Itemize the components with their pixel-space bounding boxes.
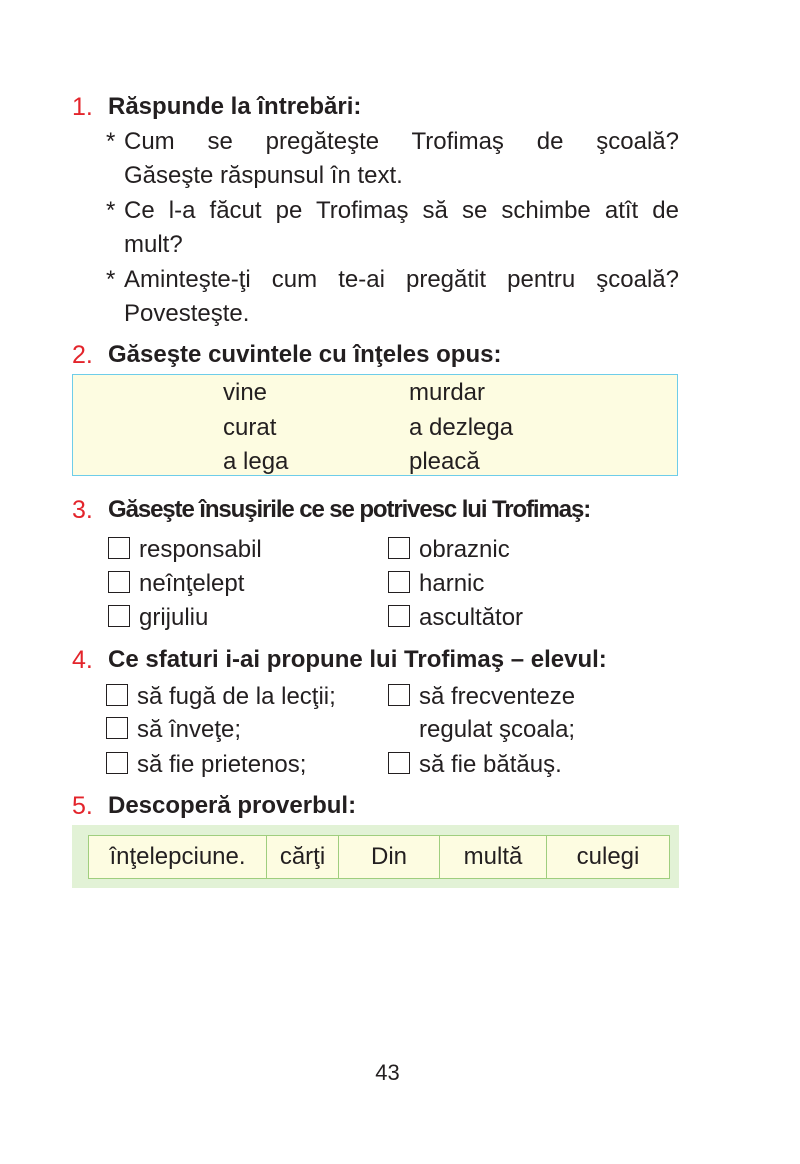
advice-option: să fie bătăuş. xyxy=(419,751,562,778)
bullet-star: * xyxy=(106,197,116,224)
proverb-word[interactable]: multă xyxy=(440,836,547,878)
exercise-1-title: Răspunde la întrebări: xyxy=(108,93,362,120)
option-label: grijuliu xyxy=(139,604,209,631)
question-3-line-2: Povesteşte. xyxy=(124,300,250,327)
exercise-4-title: Ce sfaturi i-ai propune lui Trofimaş – elevul: xyxy=(108,646,607,673)
page-number: 43 xyxy=(375,1060,400,1085)
advice-option: să înveţe; xyxy=(137,716,242,743)
word-right: a dezlega xyxy=(409,414,514,441)
checkbox[interactable] xyxy=(388,537,410,559)
checkbox[interactable] xyxy=(108,605,130,627)
checkbox[interactable] xyxy=(388,684,410,706)
option-label: responsabil xyxy=(139,536,262,563)
bullet-star: * xyxy=(106,266,116,293)
word-left: curat xyxy=(223,414,277,441)
exercise-3-title: Găseşte însuşirile ce se potrivesc lui Trofimaş: xyxy=(108,496,591,523)
checkbox[interactable] xyxy=(388,752,410,774)
question-1-line-2: Găseşte răspunsul în text. xyxy=(124,162,403,189)
exercise-5-title: Descoperă proverbul: xyxy=(108,792,357,819)
question-2-line-2: mult? xyxy=(124,231,183,258)
exercise-3-number: 3. xyxy=(72,496,93,524)
checkbox[interactable] xyxy=(106,684,128,706)
exercise-2-title: Găseşte cuvintele cu înţeles opus: xyxy=(108,341,502,368)
bullet-star: * xyxy=(106,128,116,155)
word-right: murdar xyxy=(409,379,486,406)
advice-option: să fugă de la lecţii; xyxy=(137,683,336,710)
proverb-row xyxy=(88,835,670,879)
option-label: harnic xyxy=(419,570,485,597)
opposites-box xyxy=(72,374,678,476)
checkbox[interactable] xyxy=(106,752,128,774)
option-label: ascultător xyxy=(419,604,524,631)
checkbox[interactable] xyxy=(108,571,130,593)
word-left: a lega xyxy=(223,448,289,475)
checkbox[interactable] xyxy=(388,571,410,593)
exercise-5-number: 5. xyxy=(72,792,93,820)
proverb-word[interactable]: culegi xyxy=(576,843,640,870)
option-label: obraznic xyxy=(419,536,510,563)
checkbox[interactable] xyxy=(106,717,128,739)
proverb-word[interactable]: Din xyxy=(339,836,440,878)
advice-option: să frecventeze xyxy=(419,683,576,710)
question-2-line-1: Ce l-a făcut pe Trofimaş să se schimbe atît de xyxy=(124,197,679,224)
word-left: vine xyxy=(223,379,268,406)
exercise-1-number: 1. xyxy=(72,93,93,121)
proverb-word[interactable]: cărţi xyxy=(267,836,339,878)
question-1-line-1: Cum se pregăteşte Trofimaş de şcoală? xyxy=(124,128,679,155)
exercise-2-number: 2. xyxy=(72,341,93,369)
option-label: neînţelept xyxy=(139,570,245,597)
checkbox[interactable] xyxy=(108,537,130,559)
question-3-line-1: Aminteşte-ţi cum te-ai pregătit pentru şcoală? xyxy=(124,266,679,293)
advice-option: să fie prietenos; xyxy=(137,751,307,778)
exercise-4-number: 4. xyxy=(72,646,93,674)
proverb-word[interactable]: înţelepciune. xyxy=(89,836,267,878)
checkbox[interactable] xyxy=(388,605,410,627)
word-right: pleacă xyxy=(409,448,480,475)
advice-option-continued: regulat şcoala; xyxy=(419,716,576,743)
